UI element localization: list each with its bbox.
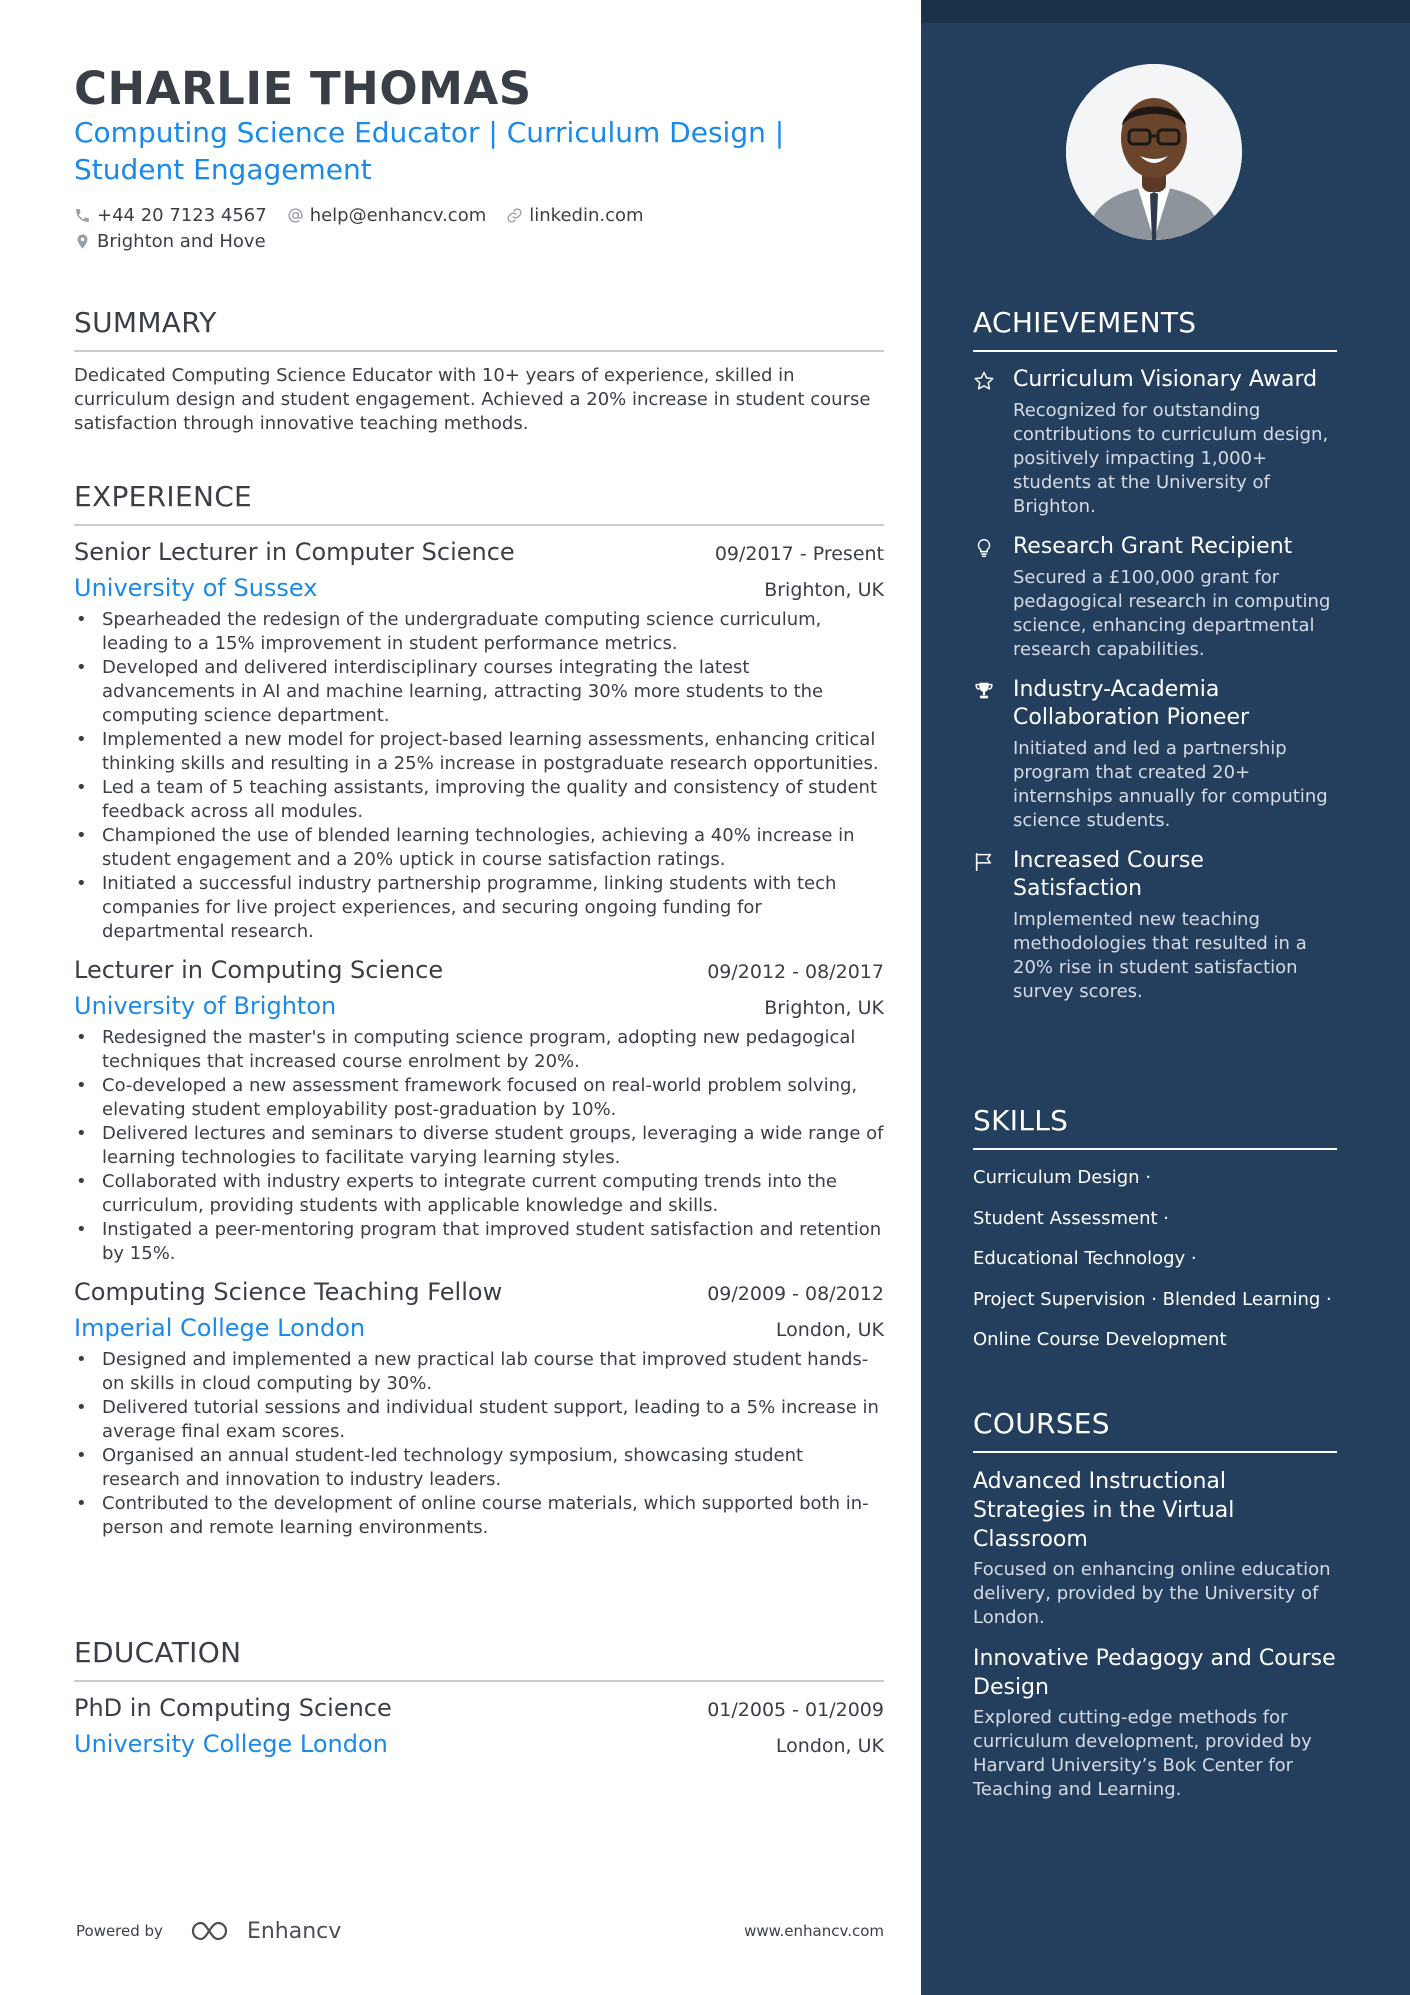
job-organization: University of Brighton [74,992,337,1020]
job-title: Computing Science Teaching Fellow [74,1278,503,1306]
job-entry [74,538,884,944]
job-entry [74,956,884,1266]
bullet-item: • Spearheaded the redesign of the undergraduate computing science curriculum, leading to a 15% improvement in student performance metrics. [74,608,884,656]
bullet-item: • Co-developed a new assessment framework focused on real-world problem solving, elevating student employability post-graduation by 10%. [74,1074,884,1122]
avatar-illustration [1066,64,1242,240]
job-bullets [74,1026,884,1266]
education-entry [74,1694,884,1758]
achievement-description: Recognized for outstanding contributions to curriculum design, positively impacting 1,000+ students at the University of Brighton. [1013,400,1329,517]
skill-item: Student Assessment [973,1207,1158,1229]
experience-section [74,480,884,1540]
trophy-icon [973,680,995,702]
section-title: EXPERIENCE [74,480,253,513]
bullet-item: • Instigated a peer-mentoring program that improved student satisfaction and retention by 15%. [74,1218,884,1266]
bullet-item: • Led a team of 5 teaching assistants, improving the quality and consistency of student feedback across all modules. [74,776,884,824]
summary-text: Dedicated Computing Science Educator with 10+ years of experience, skilled in curriculum design and student engagement. Achieved a 20% increase in student course satisfaction through innovative teaching methods. [74,365,871,434]
enhancv-logo-icon [189,1919,235,1943]
sidebar-top-bar [921,0,1410,23]
phone-icon [74,207,91,224]
candidate-name: CHARLIE THOMAS [74,62,532,115]
divider [74,1680,884,1682]
course-description: Focused on enhancing online education delivery, provided by the University of London. [973,1559,1331,1628]
link-icon [506,207,523,224]
job-title: Senior Lecturer in Computer Science [74,538,515,566]
footer [74,1916,884,1946]
bullet-item: • Developed and delivered interdisciplinary courses integrating the latest advancements in AI and machine learning, attracting 30% more students to the computing science department. [74,656,884,728]
achievement-title: Curriculum Visionary Award [1013,367,1318,392]
bullet-item: • Initiated a successful industry partnership programme, linking students with tech companies for live project experiences, and securing ongoing funding for departmental research. [74,872,884,944]
education-section [74,1636,884,1758]
job-bullets [74,1348,884,1540]
achievement-item [973,366,1337,519]
profile-photo [1066,64,1242,240]
location-pin-icon [74,233,91,250]
star-icon [973,370,995,392]
divider [973,1451,1337,1453]
contact-info [74,202,884,254]
job-location: London, UK [775,1319,884,1341]
skill-item: Educational Technology [973,1248,1186,1269]
section-title: SKILLS [973,1104,1069,1137]
brand-logo[interactable] [189,1919,341,1944]
achievement-title: Research Grant Recipient [1013,534,1293,559]
job-location: Brighton, UK [764,579,884,601]
bullet-item: • Collaborated with industry experts to integrate current computing trends into the curriculum, providing students with applicable knowledge and skills. [74,1170,884,1218]
bullet-item: • Delivered lectures and seminars to diverse student groups, leveraging a wide range of learning technologies to facilitate varying learning styles. [74,1122,884,1170]
degree: PhD in Computing Science [74,1694,392,1722]
courses-section [973,1407,1337,1802]
bullet-item: • Contributed to the development of online course materials, which supported both in-person and remote learning environments. [74,1492,884,1540]
section-title: ACHIEVEMENTS [973,306,1197,339]
school-name: University College London [74,1730,388,1758]
skill-item: Blended Learning [1162,1288,1321,1310]
brand-name: Enhancv [246,1918,342,1944]
headline-line: Student Engagement [74,153,372,186]
school-location: London, UK [775,1735,884,1757]
achievements-section [973,306,1337,1004]
achievement-description: Initiated and led a partnership program that created 20+ internships annually for computing science students. [1013,738,1328,831]
at-icon [287,207,304,224]
email-contact[interactable] [287,205,487,226]
job-dates: 09/2017 - Present [714,543,884,565]
phone-text: +44 20 7123 4567 [97,204,267,226]
achievement-description: Implemented new teaching methodologies that resulted in a 20% rise in student satisfaction survey scores. [1013,909,1307,1002]
skill-item: Project Supervision [973,1288,1146,1310]
flag-icon [973,851,995,873]
education-dates: 01/2005 - 01/2009 [707,1699,884,1721]
section-title: EDUCATION [74,1636,242,1669]
bullet-item: • Redesigned the master's in computing science program, adopting new pedagogical techniques that increased course enrolment by 20%. [74,1026,884,1074]
section-title: SUMMARY [74,306,217,339]
headline-line: Computing Science Educator | Curriculum Design | [74,116,785,149]
linkedin-text: linkedin.com [529,204,644,226]
location-text: Brighton and Hove [97,230,266,252]
powered-by [74,1919,341,1944]
phone-contact[interactable] [74,205,267,226]
job-dates: 09/2012 - 08/2017 [707,961,884,983]
divider [74,524,884,526]
summary-section [74,306,884,436]
bullet-item: • Implemented a new model for project-based learning assessments, enhancing critical thinking skills and resulting in a 25% increase in postgraduate research opportunities. [74,728,884,776]
skills-list: Curriculum Design · Student Assessment · Educational Technology · Project Supervision · Blended Learning · Online Course Development [973,1167,1332,1350]
location-contact [74,231,266,252]
achievement-description: Secured a £100,000 grant for pedagogical research in computing science, enhancing departmental research capabilities. [1013,567,1331,660]
powered-by-label: Powered by [76,1922,163,1940]
footer-website[interactable]: www.enhancv.com [744,1922,884,1940]
achievement-title: Increased Course Satisfaction [1013,848,1204,901]
bullet-item: • Delivered tutorial sessions and individual student support, leading to a 5% increase in average final exam scores. [74,1396,884,1444]
lightbulb-icon [973,537,995,559]
job-organization: University of Sussex [74,574,318,602]
achievement-item [973,847,1337,1004]
achievement-item [973,676,1337,833]
skill-item: Curriculum Design [973,1167,1140,1188]
achievement-item [973,533,1337,662]
course-title: Advanced Instructional Strategies in the Virtual Classroom [973,1469,1235,1552]
divider [973,350,1337,352]
course-item [973,1467,1337,1630]
email-text: help@enhancv.com [309,204,487,226]
section-title: COURSES [973,1407,1110,1440]
skill-item: Online Course Development [973,1329,1227,1350]
headline [74,114,854,188]
job-title: Lecturer in Computing Science [74,956,444,984]
job-entry [74,1278,884,1540]
linkedin-contact[interactable] [506,205,643,226]
divider [973,1148,1337,1150]
job-location: Brighton, UK [764,997,884,1019]
course-description: Explored cutting-edge methods for curriculum development, provided by Harvard University’s Bok Center for Teaching and Learning. [973,1707,1312,1800]
bullet-item: • Designed and implemented a new practical lab course that improved student hands-on skills in cloud computing by 30%. [74,1348,884,1396]
bullet-item: • Organised an annual student-led technology symposium, showcasing student research and innovation to industry leaders. [74,1444,884,1492]
main-column [74,0,884,1995]
job-bullets [74,608,884,944]
course-item [973,1644,1337,1802]
job-organization: Imperial College London [74,1314,366,1342]
job-dates: 09/2009 - 08/2012 [707,1283,884,1305]
divider [74,350,884,352]
achievement-title: Industry-Academia Collaboration Pioneer [1013,677,1250,730]
sidebar [921,0,1410,1995]
course-title: Innovative Pedagogy and Course Design [973,1646,1336,1700]
bullet-item: • Championed the use of blended learning technologies, achieving a 40% increase in student engagement and a 20% uptick in course satisfaction ratings. [74,824,884,872]
skills-section [973,1104,1337,1361]
